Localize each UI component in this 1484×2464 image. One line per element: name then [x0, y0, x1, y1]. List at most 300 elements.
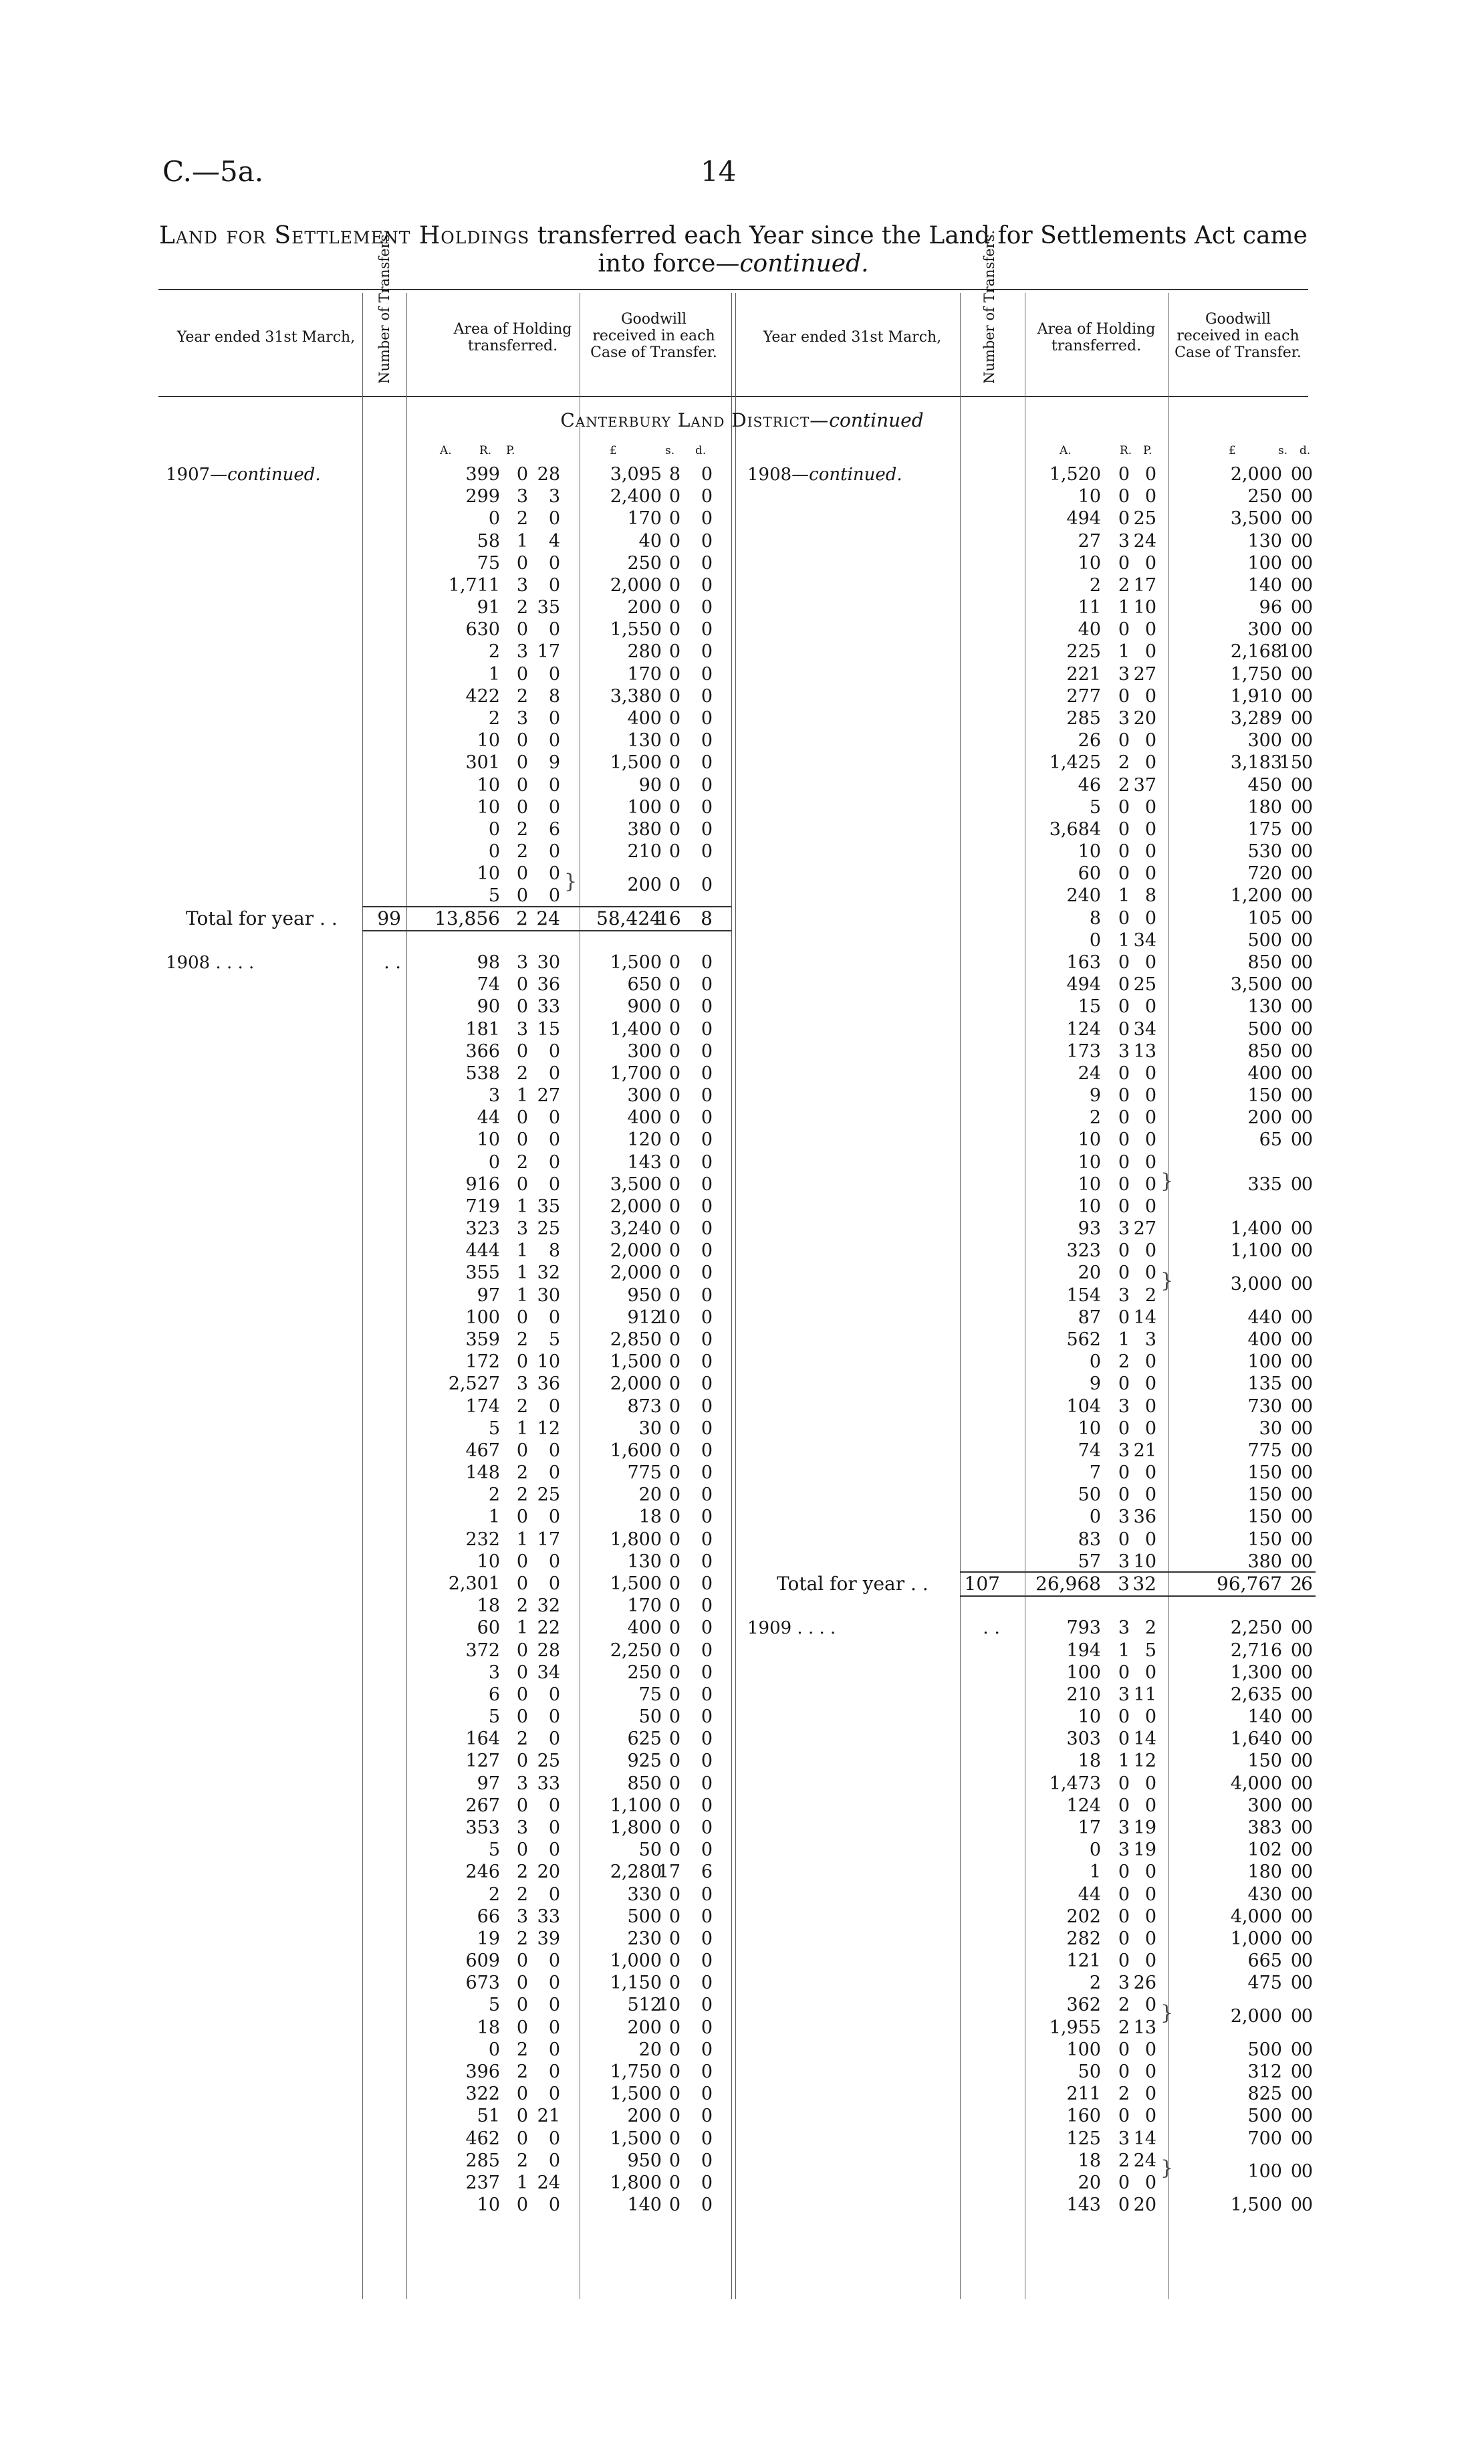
right-cell: 57	[1078, 1551, 1101, 1572]
left-cell: 6	[701, 1862, 713, 1883]
right-cell: 0	[1290, 818, 1302, 840]
right-cell: 0	[1290, 1018, 1302, 1040]
left-cell: 0	[668, 1151, 681, 1173]
left-cell: 0	[548, 1307, 560, 1328]
right-cell: 0	[1118, 619, 1130, 641]
right-cell: 0	[1144, 841, 1156, 863]
left-count-dots: . .	[384, 951, 401, 973]
right-cell: 0	[1301, 1506, 1313, 1528]
right-cell: 0	[1301, 1617, 1313, 1639]
right-cell: 0	[1301, 1751, 1313, 1772]
left-cell: 0	[548, 1706, 560, 1728]
right-cell: 20	[1078, 1262, 1101, 1284]
right-total-rule	[960, 1571, 1316, 1573]
right-cell: 10	[1078, 1151, 1101, 1173]
right-cell: 0	[1118, 552, 1130, 574]
left-cell: 10	[477, 774, 500, 796]
right-cell: 3,684	[1049, 818, 1101, 840]
right-cell: 0	[1301, 685, 1313, 707]
left-cell: 538	[465, 1062, 500, 1084]
left-cell: 0	[488, 818, 500, 840]
right-cell: 0	[1144, 1196, 1156, 1217]
right-cell: 0	[1144, 951, 1156, 973]
right-cell: 10	[1133, 1551, 1156, 1572]
right-cell: 0	[1301, 1351, 1313, 1373]
left-cell: 10	[477, 730, 500, 752]
left-cell: 396	[465, 2061, 500, 2082]
right-cell: 5	[1089, 796, 1101, 818]
right-cell: 0	[1144, 2106, 1156, 2127]
left-cell: 0	[701, 1062, 713, 1084]
left-cell: 0	[701, 619, 713, 641]
left-cell: 0	[548, 1462, 560, 1484]
right-cell: 130	[1247, 530, 1282, 552]
right-cell: 25	[1133, 508, 1156, 530]
right-cell: 0	[1301, 1418, 1313, 1439]
left-cell: 0	[668, 2150, 681, 2171]
left-cell: 0	[701, 1640, 713, 1661]
right-merged-goodwill: 0	[1301, 1274, 1313, 1295]
right-cell: 0	[1118, 1773, 1130, 1794]
left-cell: 0	[701, 1551, 713, 1572]
right-cell: 0	[1290, 1351, 1302, 1373]
right-cell: 0	[1144, 1173, 1156, 1195]
right-cell: 475	[1247, 1973, 1282, 1994]
left-cell: 5	[488, 885, 500, 907]
right-cell: 0	[1301, 1018, 1313, 1040]
left-cell: 0	[516, 1440, 528, 1461]
right-cell: 0	[1301, 641, 1313, 663]
left-cell: 36	[537, 1373, 560, 1395]
right-cell: 0	[1144, 1906, 1156, 1927]
left-cell: 0	[701, 1662, 713, 1683]
right-total-rule	[960, 1595, 1316, 1597]
left-cell: 97	[477, 1284, 500, 1306]
left-cell: 0	[701, 1018, 713, 1040]
right-cell: 3	[1118, 707, 1130, 729]
left-cell: 719	[465, 1196, 500, 1217]
right-cell: 0	[1118, 1418, 1130, 1439]
left-cell: 3	[516, 1773, 528, 1794]
left-cell: 35	[537, 1196, 560, 1217]
right-cell: 0	[1290, 1307, 1302, 1328]
left-cell: 1	[516, 1085, 528, 1107]
left-cell: 0	[668, 1595, 681, 1617]
left-cell: 2	[516, 1062, 528, 1084]
right-cell: 100	[1066, 2039, 1101, 2060]
right-cell: 0	[1144, 752, 1156, 774]
left-cell: 0	[668, 641, 681, 663]
right-cell: 0	[1290, 1684, 1302, 1705]
left-cell: 170	[627, 508, 662, 530]
left-cell: 32	[537, 1595, 560, 1617]
left-cell: 925	[627, 1751, 662, 1772]
left-cell: 0	[668, 2084, 681, 2105]
left-cell: 0	[668, 730, 681, 752]
left-cell: 0	[701, 508, 713, 530]
left-cell: 2	[516, 2061, 528, 2082]
left-cell: 673	[465, 1973, 500, 1994]
right-cell: 2	[1118, 574, 1130, 596]
left-cell: 0	[701, 1418, 713, 1439]
left-cell: 0	[516, 2017, 528, 2038]
left-cell: 0	[668, 796, 681, 818]
right-cell: 17	[1133, 574, 1156, 596]
left-cell: 0	[516, 2084, 528, 2105]
left-cell: 0	[701, 1373, 713, 1395]
right-cell: 14	[1133, 1728, 1156, 1750]
right-cell: 0	[1301, 1773, 1313, 1794]
right-cell: 0	[1144, 863, 1156, 885]
left-cell: 0	[701, 818, 713, 840]
left-cell: 5	[488, 1839, 500, 1861]
right-cell: 100	[1247, 1351, 1282, 1373]
left-cell: 2	[516, 2150, 528, 2171]
right-cell: 2	[1118, 2017, 1130, 2038]
left-cell: 0	[548, 1573, 560, 1594]
right-cell: 0	[1144, 552, 1156, 574]
right-cell: 0	[1290, 1862, 1302, 1883]
left-cell: 0	[516, 974, 528, 996]
right-cell: 0	[1118, 685, 1130, 707]
right-cell: 2,168	[1230, 641, 1282, 663]
left-cell: 0	[701, 1129, 713, 1151]
left-cell: 58	[477, 530, 500, 552]
left-cell: 25	[537, 1484, 560, 1506]
right-cell: 13	[1133, 1040, 1156, 1062]
left-cell: 0	[516, 730, 528, 752]
right-year-header: Year ended 31st March,	[763, 329, 942, 346]
left-cell: 0	[548, 1506, 560, 1528]
left-cell: 353	[465, 1817, 500, 1838]
left-cell: 8	[548, 685, 560, 707]
right-cell: 24	[1078, 1062, 1101, 1084]
right-cell: 2	[1144, 1617, 1156, 1639]
left-cell: 200	[627, 2017, 662, 2038]
right-cell: 0	[1301, 951, 1313, 973]
left-cell: 0	[548, 841, 560, 863]
left-cell: 3	[488, 1662, 500, 1683]
unit-pounds: £	[610, 444, 617, 457]
right-cell: 0	[1118, 1373, 1130, 1395]
left-cell: 0	[548, 663, 560, 685]
right-cell: 0	[1089, 1506, 1101, 1528]
right-cell: 0	[1301, 1928, 1313, 1949]
right-cell: 0	[1118, 1484, 1130, 1506]
right-cell: 0	[1118, 1085, 1130, 1107]
right-cell: 163	[1066, 951, 1101, 973]
right-cell: 362	[1066, 1995, 1101, 2016]
right-merged-goodwill: 0	[1290, 1173, 1302, 1195]
left-cell: 322	[465, 2084, 500, 2105]
left-cell: 0	[701, 1462, 713, 1484]
right-cell: 2	[1118, 1995, 1130, 2016]
right-cell: 0	[1290, 597, 1302, 619]
right-cell: 0	[1118, 1706, 1130, 1728]
left-total-rule	[362, 930, 731, 931]
left-cell: 0	[516, 1573, 528, 1594]
left-cell: 0	[701, 841, 713, 863]
left-cell: 5	[548, 1329, 560, 1351]
right-cell: 60	[1078, 863, 1101, 885]
left-cell: 237	[465, 2172, 500, 2193]
left-cell: 1	[488, 663, 500, 685]
left-cell: 0	[701, 1218, 713, 1240]
left-cell: 2	[516, 818, 528, 840]
right-cell: 0	[1118, 1151, 1130, 1173]
left-cell: 33	[537, 1773, 560, 1794]
right-cell: 250	[1247, 486, 1282, 508]
right-cell: 0	[1144, 1062, 1156, 1084]
right-cell: 0	[1144, 1995, 1156, 2016]
left-section-label: 1907—continued.	[166, 465, 321, 485]
left-cell: 0	[701, 1329, 713, 1351]
right-cell: 0	[1144, 2061, 1156, 2082]
right-cell: 0	[1290, 1906, 1302, 1927]
right-cell: 793	[1066, 1617, 1101, 1639]
left-cell: 30	[537, 1284, 560, 1306]
left-cell: 1,711	[448, 574, 500, 596]
right-cell: 40	[1078, 619, 1101, 641]
left-cell: 1,800	[610, 1529, 662, 1550]
left-cell: 15	[537, 1018, 560, 1040]
left-cell: 17	[537, 1529, 560, 1550]
right-cell: 3	[1118, 1973, 1130, 1994]
right-cell: 0	[1144, 2039, 1156, 2060]
left-cell: 0	[701, 2172, 713, 2193]
left-cell: 0	[516, 1795, 528, 1816]
left-cell: 2,850	[610, 1329, 662, 1351]
right-cell: 0	[1118, 1884, 1130, 1905]
left-cell: 0	[516, 2128, 528, 2149]
right-cell: 3	[1118, 1684, 1130, 1705]
left-cell: 400	[627, 707, 662, 729]
right-cell: 0	[1290, 685, 1302, 707]
left-cell: 5	[488, 1418, 500, 1439]
left-cell: 0	[701, 1284, 713, 1306]
left-cell: 0	[668, 486, 681, 508]
left-cell: 0	[701, 1529, 713, 1550]
left-cell: 10	[477, 796, 500, 818]
right-cell: 0	[1118, 1107, 1130, 1129]
left-cell: 16	[657, 907, 681, 929]
right-cell: 0	[1301, 1906, 1313, 1927]
left-cell: 462	[465, 2128, 500, 2149]
right-cell: 0	[1290, 1484, 1302, 1506]
right-cell: 0	[1144, 1706, 1156, 1728]
left-cell: 0	[668, 1884, 681, 1905]
left-cell: 0	[701, 1839, 713, 1861]
left-cell: 3	[516, 1817, 528, 1838]
unit-pounds-right: £	[1229, 444, 1236, 457]
right-cell: 0	[1118, 486, 1130, 508]
right-cell: 530	[1247, 841, 1282, 863]
right-cell: 1,520	[1049, 464, 1101, 485]
left-year-header: Year ended 31st March,	[176, 329, 356, 346]
unit-acres: A.	[440, 444, 452, 457]
right-count-dots: . .	[983, 1617, 1000, 1639]
right-total-count: 107	[964, 1573, 1000, 1595]
left-cell: 3	[488, 1085, 500, 1107]
right-cell: 2	[1089, 1973, 1101, 1994]
right-cell: 96,767	[1217, 1573, 1282, 1595]
left-cell: 285	[465, 2150, 500, 2171]
right-cell: 150	[1247, 1751, 1282, 1772]
right-cell: 0	[1089, 1351, 1101, 1373]
left-cell: 0	[668, 1085, 681, 1107]
right-section-label: 1908—continued.	[747, 465, 902, 485]
left-cell: 75	[638, 1684, 662, 1705]
right-cell: 1	[1118, 885, 1130, 907]
left-cell: 873	[627, 1395, 662, 1417]
right-cell: 0	[1301, 1307, 1313, 1328]
left-cell: 25	[537, 1751, 560, 1772]
right-cell: 194	[1066, 1640, 1101, 1661]
left-cell: 246	[465, 1862, 500, 1883]
right-cell: 125	[1066, 2128, 1101, 2149]
left-cell: 66	[477, 1906, 500, 1927]
left-cell: 0	[668, 2039, 681, 2060]
right-cell: 0	[1301, 1884, 1313, 1905]
left-cell: 3	[516, 1906, 528, 1927]
left-cell: 0	[668, 752, 681, 774]
right-cell: 0	[1290, 1662, 1302, 1683]
left-cell: 0	[701, 2017, 713, 2038]
right-cell: 300	[1247, 619, 1282, 641]
left-cell: 500	[627, 1906, 662, 1927]
right-cell: 0	[1301, 508, 1313, 530]
right-cell: 5	[1144, 1640, 1156, 1661]
right-cell: 0	[1301, 552, 1313, 574]
right-cell: 0	[1290, 1329, 1302, 1351]
right-cell: 430	[1247, 1884, 1282, 1905]
right-cell: 0	[1290, 929, 1302, 951]
right-cell: 0	[1301, 1973, 1313, 1994]
right-cell: 6	[1301, 1573, 1313, 1595]
left-cell: 0	[701, 1484, 713, 1506]
right-cell: 0	[1290, 1040, 1302, 1062]
left-total-rule	[362, 906, 731, 907]
right-cell: 210	[1066, 1684, 1101, 1705]
right-cell: 2	[1118, 752, 1130, 774]
right-cell: 0	[1118, 1262, 1130, 1284]
left-cell: 0	[516, 1173, 528, 1195]
left-cell: 51	[477, 2106, 500, 2127]
right-cell: 50	[1078, 1484, 1101, 1506]
right-cell: 0	[1290, 574, 1302, 596]
left-cell: 0	[516, 1506, 528, 1528]
right-cell: 0	[1301, 1795, 1313, 1816]
left-cell: 0	[668, 1551, 681, 1572]
left-cell: 10	[537, 1351, 560, 1373]
left-cell: 0	[701, 1706, 713, 1728]
right-cell: 100	[1066, 1662, 1101, 1683]
left-area-rule	[406, 293, 407, 2299]
right-cell: 0	[1290, 974, 1302, 996]
left-cell: 2	[516, 1395, 528, 1417]
right-cell: 150	[1247, 1484, 1282, 1506]
right-cell: 0	[1118, 730, 1130, 752]
right-cell: 0	[1290, 1395, 1302, 1417]
left-cell: 0	[668, 1351, 681, 1373]
right-cell: 0	[1301, 1862, 1313, 1883]
left-cell: 3	[516, 1373, 528, 1395]
left-cell: 916	[465, 1173, 500, 1195]
left-cell: 0	[548, 1728, 560, 1750]
right-number-header: Number of Transfers.	[981, 229, 997, 384]
left-cell: 0	[516, 1973, 528, 1994]
right-cell: 380	[1247, 1551, 1282, 1572]
left-cell: 12	[537, 1418, 560, 1439]
left-cell: 0	[668, 508, 681, 530]
left-cell: 0	[668, 1284, 681, 1306]
right-cell: 1	[1089, 1862, 1101, 1883]
right-cell: 0	[1144, 1151, 1156, 1173]
right-cell: 18	[1078, 2150, 1101, 2171]
left-cell: 1,400	[610, 1018, 662, 1040]
left-cell: 2	[516, 1595, 528, 1617]
left-cell: 0	[668, 685, 681, 707]
left-cell: 3	[548, 486, 560, 508]
right-cell: 10	[1078, 1173, 1101, 1195]
left-cell: 174	[465, 1395, 500, 1417]
left-cell: 0	[668, 1684, 681, 1705]
right-cell: 300	[1247, 1795, 1282, 1816]
left-cell: 0	[668, 1462, 681, 1484]
unit-roods: R.	[479, 444, 492, 457]
right-cell: 0	[1290, 2195, 1302, 2216]
right-cell: 0	[1301, 2084, 1313, 2105]
left-cell: 1	[516, 2172, 528, 2193]
left-cell: 1,500	[610, 951, 662, 973]
left-cell: 267	[465, 1795, 500, 1816]
right-cell: 0	[1301, 1062, 1313, 1084]
right-cell: 1,473	[1049, 1773, 1101, 1794]
right-cell: 720	[1247, 863, 1282, 885]
right-cell: 562	[1066, 1329, 1101, 1351]
left-merged-goodwill: 200	[627, 874, 662, 895]
left-cell: 0	[668, 1928, 681, 1949]
left-cell: 2	[488, 641, 500, 663]
left-cell: 0	[548, 1795, 560, 1816]
left-cell: 3	[516, 707, 528, 729]
right-cell: 3	[1118, 1218, 1130, 1240]
left-cell: 0	[668, 1329, 681, 1351]
left-cell: 2	[516, 685, 528, 707]
right-cell: 0	[1118, 2061, 1130, 2082]
right-cell: 20	[1133, 2195, 1156, 2216]
left-cell: 6	[548, 818, 560, 840]
right-cell: 0	[1290, 2039, 1302, 2060]
left-cell: 100	[627, 796, 662, 818]
right-cell: 10	[1078, 1418, 1101, 1439]
left-cell: 0	[668, 1373, 681, 1395]
left-cell: 0	[668, 574, 681, 596]
title-continued: continued.	[739, 250, 869, 277]
right-cell: 17	[1078, 1817, 1101, 1838]
left-cell: 0	[701, 1773, 713, 1794]
left-cell: 0	[668, 2061, 681, 2082]
right-cell: 1,640	[1230, 1728, 1282, 1750]
right-cell: 0	[1301, 907, 1313, 929]
right-cell: 100	[1247, 552, 1282, 574]
left-merged-goodwill: 0	[701, 874, 713, 895]
left-total-count: 99	[377, 907, 401, 929]
left-cell: 3	[516, 1218, 528, 1240]
right-cell: 0	[1118, 2039, 1130, 2060]
left-cell: 2	[516, 1884, 528, 1905]
right-cell: 494	[1066, 974, 1101, 996]
